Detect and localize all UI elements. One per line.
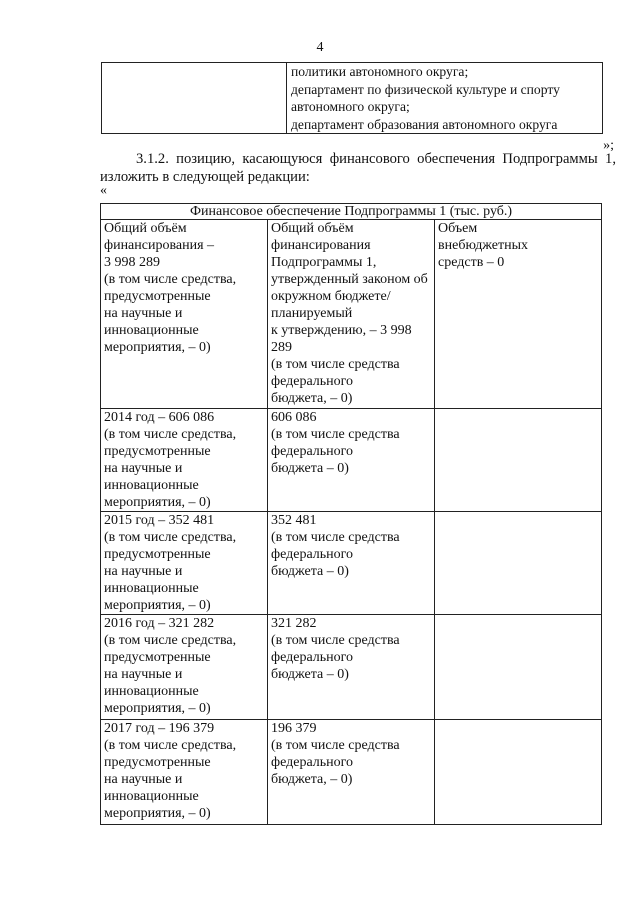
year-extrabudgetary-cell (435, 615, 602, 720)
table-row (101, 512, 602, 615)
year-budget-cell: 352 481 (в том числе средства федерального бюджета – 0) (268, 512, 435, 615)
budget-financing-cell: Общий объём финансирования Подпрограммы 1, утвержденный законом об окружном бюджете/ планируемый к утверждению, – 3 998 289 (в том числе средства федерального бюджета, – 0) (268, 220, 435, 409)
responsible-line: автономного округа; (291, 99, 410, 114)
table-title-cell: Финансовое обеспечение Подпрограммы 1 (тыс. руб.) (101, 204, 602, 220)
responsible-line: департамент образования автономного округа (291, 116, 558, 132)
responsible-executors-cell (287, 63, 603, 134)
year-total-cell: 2015 год – 352 481 (в том числе средства, предусмотренные на научные и инновационные мероприятия, – 0) (101, 512, 268, 615)
closing-quote: »; (603, 138, 614, 153)
year-total-cell: 2016 год – 321 282 (в том числе средства, предусмотренные на научные и инновационные мероприятия, – 0) (101, 615, 268, 720)
year-extrabudgetary-cell (435, 409, 602, 512)
extrabudgetary-cell: Объем внебюджетных средств – 0 (435, 220, 602, 409)
year-budget-cell: 196 379 (в том числе средства федерального бюджета, – 0) (268, 720, 435, 825)
page-number: 4 (316, 40, 324, 55)
year-total-cell: 2017 год – 196 379 (в том числе средства, предусмотренные на научные и инновационные мероприятия, – 0) (101, 720, 268, 825)
responsible-line: политики автономного округа; (291, 64, 469, 79)
amendment-paragraph (100, 150, 616, 186)
table-row (101, 615, 602, 720)
year-total-cell: 2014 год – 606 086 (в том числе средства, предусмотренные на научные и инновационные мероприятия, – 0) (101, 409, 268, 512)
year-budget-cell: 606 086 (в том числе средства федерального бюджета – 0) (268, 409, 435, 512)
continued-responsible-table (101, 62, 603, 134)
year-budget-cell: 321 282 (в том числе средства федерального бюджета – 0) (268, 615, 435, 720)
paragraph-text: 3.1.2. позицию, касающуюся финансового обеспечения Подпрограммы 1, изложить в следующей редакции: (100, 151, 616, 185)
year-extrabudgetary-cell (435, 720, 602, 825)
table-row (101, 409, 602, 512)
table-row (101, 720, 602, 825)
table-cell-empty (102, 63, 287, 134)
financing-table (100, 203, 602, 825)
table-row (101, 220, 602, 409)
responsible-line: департамент по физической культуре и спорту (291, 81, 560, 97)
year-extrabudgetary-cell (435, 512, 602, 615)
opening-quote: « (100, 183, 107, 198)
total-financing-cell: Общий объём финансирования – 3 998 289 (в том числе средства, предусмотренные на научные и инновационные мероприятия, – 0) (101, 220, 268, 409)
table-header-row (101, 204, 602, 220)
table-row (102, 63, 603, 134)
